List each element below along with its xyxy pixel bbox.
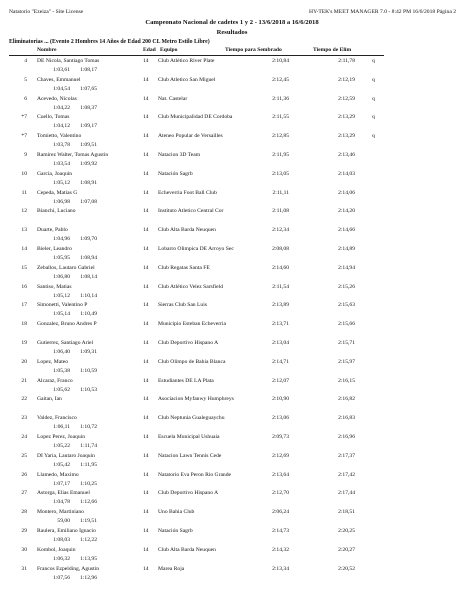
col-final-header: Tiempo de Elim bbox=[313, 47, 352, 53]
split-time-1: 1:05,62 bbox=[53, 386, 70, 393]
swimmer-name: DE Nicola, Santiago Tomas bbox=[37, 58, 100, 64]
swimmer-name: Lopez, Mateo bbox=[37, 358, 69, 365]
place-cell: 18 bbox=[21, 321, 27, 328]
table-row bbox=[0, 527, 464, 546]
swimmer-name: Gaitan, Ian bbox=[37, 396, 62, 403]
swimmer-name: Kombol, Joaquin bbox=[37, 546, 76, 553]
split-time-2: 1:08,37 bbox=[80, 104, 97, 111]
place-cell: 29 bbox=[21, 527, 27, 534]
split-time-1: 1:03,78 bbox=[53, 142, 70, 149]
swimmer-name: Llamedo, Maximo bbox=[37, 471, 79, 478]
seed-time: 2:11,55 bbox=[272, 114, 289, 121]
place-cell: 17 bbox=[21, 302, 27, 309]
final-time: 2:12,19 bbox=[338, 76, 355, 83]
swimmer-name: Chaves, Emmanuel bbox=[37, 76, 81, 83]
seed-time: 2:11,11 bbox=[272, 189, 289, 196]
split-time-2: 1:10,72 bbox=[80, 424, 97, 431]
age-cell: 14 bbox=[143, 565, 149, 572]
seed-time: 2:08,08 bbox=[272, 245, 289, 252]
table-row bbox=[0, 433, 464, 452]
split-time-2: 1:19,51 bbox=[80, 518, 97, 525]
seed-time: 2:14,73 bbox=[272, 527, 289, 534]
age-cell: 14 bbox=[143, 377, 149, 384]
split-time-1: 1:06,32 bbox=[53, 555, 70, 562]
seed-time: 2:13,05 bbox=[272, 170, 289, 177]
final-time: 2:20,52 bbox=[338, 565, 355, 572]
table-row bbox=[0, 565, 464, 584]
swimmer-name: Cepeda, Matias G bbox=[37, 189, 78, 196]
swimmer-name: Bieler, Leandro bbox=[37, 245, 72, 252]
table-row bbox=[0, 283, 464, 302]
final-time: 2:15,26 bbox=[338, 283, 355, 290]
seed-time: 2:11,08 bbox=[272, 208, 289, 215]
place-cell: 13 bbox=[21, 227, 27, 234]
table-row bbox=[0, 546, 464, 565]
swimmer-name: Francos Ezpelding, Agustin bbox=[37, 565, 99, 572]
table-row bbox=[0, 320, 464, 339]
seed-time: 2:10,90 bbox=[272, 396, 289, 403]
seed-time: 2:11,36 bbox=[272, 95, 289, 102]
age-cell: 14 bbox=[143, 95, 149, 102]
header-rule bbox=[9, 55, 384, 56]
place-cell: *7 bbox=[21, 133, 27, 140]
table-row bbox=[0, 489, 464, 508]
split-time-2: 1:08,17 bbox=[80, 67, 97, 73]
final-time: 2:15,71 bbox=[338, 339, 355, 346]
age-cell: 14 bbox=[143, 433, 149, 440]
place-cell: 24 bbox=[21, 433, 27, 440]
split-time-1: 1:06,11 bbox=[53, 424, 70, 431]
seed-time: 2:09,73 bbox=[272, 433, 289, 440]
place-cell: *7 bbox=[21, 114, 27, 121]
split-time-1: 1:03,54 bbox=[53, 160, 70, 167]
table-row bbox=[0, 508, 464, 527]
seed-time: 2:14,32 bbox=[272, 546, 289, 553]
table-row bbox=[0, 207, 464, 226]
age-cell: 14 bbox=[143, 358, 149, 365]
table-row bbox=[0, 170, 464, 189]
split-time-2: 1:09,17 bbox=[80, 123, 97, 130]
place-cell: 14 bbox=[21, 245, 27, 252]
table-row bbox=[0, 395, 464, 414]
age-cell: 14 bbox=[143, 114, 149, 121]
table-row bbox=[0, 301, 464, 320]
seed-time: 2:11,95 bbox=[272, 151, 289, 158]
table-row bbox=[0, 471, 464, 490]
team-name: Club Atlético River Plate bbox=[158, 58, 215, 64]
team-name: Natacion Lawn Tennis Cede bbox=[158, 452, 222, 459]
team-name: Estudiantes DE LA Plata bbox=[158, 377, 214, 384]
license-label: Natatorio "Ezeiza" - Site License bbox=[9, 9, 84, 15]
final-time: 2:17,37 bbox=[338, 452, 355, 459]
final-time: 2:12,59 bbox=[338, 95, 355, 102]
split-time-2: 1:08,14 bbox=[80, 273, 97, 280]
table-row bbox=[0, 377, 464, 396]
team-name: Club Olimpo de Bahia Blanca bbox=[158, 358, 226, 365]
split-time-1: 1:05,12 bbox=[53, 292, 70, 299]
event-title: Eliminatorias ... (Evento 2 Hombres 14 Años de Edad 200 CL Metro Estilo Libre) bbox=[9, 39, 210, 45]
swimmer-name: Garcia, Joaquin bbox=[37, 170, 73, 177]
seed-time: 2:13,89 bbox=[272, 302, 289, 309]
qualifier-mark: q bbox=[372, 95, 375, 102]
final-time: 2:15,97 bbox=[338, 358, 355, 365]
age-cell: 14 bbox=[143, 452, 149, 459]
swimmer-name: Alcaraz, Franco bbox=[37, 377, 73, 384]
team-name: Escuela Municipal Ushuaia bbox=[158, 433, 220, 440]
final-time: 2:15,63 bbox=[338, 302, 355, 309]
swimmer-name: Santiso, Matias bbox=[37, 283, 72, 290]
team-name: Nat. Castelar bbox=[158, 95, 188, 102]
age-cell: 14 bbox=[143, 471, 149, 478]
table-row bbox=[0, 339, 464, 358]
place-cell: 22 bbox=[21, 396, 27, 403]
split-time-2: 1:07,65 bbox=[80, 85, 97, 92]
table-row bbox=[0, 151, 464, 170]
qualifier-mark: q bbox=[372, 133, 375, 140]
team-name: Instituto Atletico Central Cor bbox=[158, 208, 224, 215]
team-name: Club Atletico San Miguel bbox=[158, 76, 216, 83]
age-cell: 14 bbox=[143, 170, 149, 177]
split-time-2: 1:09,31 bbox=[80, 348, 97, 355]
split-time-1: 1:04,54 bbox=[53, 85, 70, 92]
final-time: 2:16,96 bbox=[338, 433, 355, 440]
seed-time: 2:13,06 bbox=[272, 415, 289, 422]
split-time-1: 1:04,12 bbox=[53, 123, 70, 130]
seed-time: 2:13,34 bbox=[272, 565, 289, 572]
final-time: 2:20,25 bbox=[338, 527, 355, 534]
qualifier-mark: q bbox=[372, 76, 375, 83]
split-time-2: 1:11,95 bbox=[80, 461, 97, 468]
team-name: Uno Bahia Club bbox=[158, 509, 195, 516]
team-name: Asociacion Myfanwy Humphreys bbox=[158, 396, 234, 403]
team-name: Natacion 3D Team bbox=[158, 151, 201, 158]
split-time-1: 1:07,17 bbox=[53, 480, 70, 487]
age-cell: 14 bbox=[143, 133, 149, 140]
place-cell: 16 bbox=[21, 283, 27, 290]
split-time-1: 1:05,12 bbox=[53, 179, 70, 186]
swimmer-name: Ramirez Walter, Tomas Agustin bbox=[37, 151, 109, 158]
split-time-2: 1:10,14 bbox=[80, 292, 97, 299]
table-row bbox=[0, 226, 464, 245]
split-time-1: 1:08,03 bbox=[53, 536, 70, 543]
age-cell: 14 bbox=[143, 302, 149, 309]
swimmer-name: Gutierrez, Santiago Ariel bbox=[37, 339, 94, 346]
split-time-2: 1:08,94 bbox=[80, 254, 97, 261]
seed-time: 2:14,71 bbox=[272, 358, 289, 365]
swimmer-name: Zeballos, Lautaro Gabriel bbox=[37, 264, 95, 271]
swimmer-name: DI Yaria, Lautaro Joaquin bbox=[37, 452, 95, 459]
split-time-1: 1:05,95 bbox=[53, 254, 70, 261]
seed-time: 2:13,71 bbox=[272, 321, 289, 328]
split-time-2: 1:12,22 bbox=[80, 536, 97, 543]
age-cell: 14 bbox=[143, 339, 149, 346]
place-cell: 12 bbox=[21, 208, 27, 215]
seed-time: 2:12,07 bbox=[272, 377, 289, 384]
team-name: Club Municipalidad DE Cordoba bbox=[158, 114, 233, 121]
team-name: Club Neptunia Gualeguaychu bbox=[158, 415, 225, 422]
final-time: 2:17,42 bbox=[338, 471, 355, 478]
team-name: Natación Sagrb bbox=[158, 170, 193, 177]
final-time: 2:16,83 bbox=[338, 415, 355, 422]
place-cell: 23 bbox=[21, 415, 27, 422]
age-cell: 14 bbox=[143, 189, 149, 196]
split-time-1: 1:05,14 bbox=[53, 311, 70, 318]
place-cell: 30 bbox=[21, 546, 27, 553]
split-time-2: 1:12,66 bbox=[80, 499, 97, 506]
final-time: 2:11,78 bbox=[338, 58, 355, 64]
split-time-2: 1:09,92 bbox=[80, 160, 97, 167]
place-cell: 20 bbox=[21, 358, 27, 365]
place-cell: 11 bbox=[21, 189, 27, 196]
swimmer-name: Raulera, Emiliano Ignacio bbox=[37, 527, 96, 534]
split-time-1: 59,00 bbox=[57, 518, 70, 525]
table-row bbox=[0, 189, 464, 208]
table-row bbox=[0, 414, 464, 433]
split-time-1: 1:05,42 bbox=[53, 461, 70, 468]
split-time-2: 1:12,96 bbox=[80, 574, 97, 581]
team-name: Club Atlético Velez Sarsfield bbox=[158, 283, 223, 290]
col-seed-header: Tiempo para Sembrado bbox=[225, 47, 282, 53]
place-cell: 15 bbox=[21, 264, 27, 271]
age-cell: 14 bbox=[143, 58, 149, 64]
seed-time: 2:10,84 bbox=[272, 58, 289, 64]
seed-time: 2:06,24 bbox=[272, 509, 289, 516]
software-page-label: HY-TEK's MEET MANAGER 7.0 - 8:42 PM 16/6/2018 Página 2 bbox=[309, 9, 456, 15]
seed-time: 2:13,64 bbox=[272, 471, 289, 478]
split-time-1: 1:04,78 bbox=[53, 499, 70, 506]
final-time: 2:14,20 bbox=[338, 208, 355, 215]
swimmer-name: Duarte, Pablo bbox=[37, 227, 68, 234]
swimmer-name: Acevedo, Nicolas bbox=[37, 95, 77, 102]
swimmer-name: Cuello, Tomas bbox=[37, 114, 70, 121]
swimmer-name: Simonetti, Valentino P bbox=[37, 302, 88, 309]
place-cell: 5 bbox=[24, 76, 27, 83]
place-cell: 31 bbox=[21, 565, 27, 572]
team-name: Club Deportivo Hispano A bbox=[158, 490, 219, 497]
col-name-header: Nombre bbox=[37, 47, 57, 53]
table-row bbox=[0, 76, 464, 95]
split-time-1: 1:06,40 bbox=[53, 348, 70, 355]
split-time-1: 1:05,22 bbox=[53, 442, 70, 449]
table-row bbox=[0, 113, 464, 132]
team-name: Natatorio Eva Peron Rio Grande bbox=[158, 471, 232, 478]
place-cell: 19 bbox=[21, 339, 27, 346]
table-row bbox=[0, 57, 464, 76]
split-time-1: 1:07,56 bbox=[53, 574, 70, 581]
split-time-2: 1:07,08 bbox=[80, 198, 97, 205]
team-name: Ateneo Popular de Versailles bbox=[158, 133, 223, 140]
table-row bbox=[0, 452, 464, 471]
table-row bbox=[0, 264, 464, 283]
swimmer-name: Montero, Martiniano bbox=[37, 509, 84, 516]
place-cell: 21 bbox=[21, 377, 27, 384]
team-name: Club Alta Barda Neuquen bbox=[158, 546, 216, 553]
team-name: Club Alta Barda Neuquen bbox=[158, 227, 216, 234]
age-cell: 14 bbox=[143, 321, 149, 328]
split-time-2: 1:13,95 bbox=[80, 555, 97, 562]
place-cell: 4 bbox=[24, 58, 27, 64]
final-time: 2:15,66 bbox=[338, 321, 355, 328]
team-name: Marea Roja bbox=[158, 565, 185, 572]
age-cell: 14 bbox=[143, 264, 149, 271]
split-time-1: 1:04,22 bbox=[53, 104, 70, 111]
results-table bbox=[0, 57, 464, 583]
split-time-2: 1:11,74 bbox=[80, 442, 97, 449]
swimmer-name: Valdez, Francisco bbox=[37, 415, 77, 422]
col-team-header: Equipo bbox=[160, 47, 178, 53]
split-time-2: 1:10,49 bbox=[80, 311, 97, 318]
team-name: Natación Sagrb bbox=[158, 527, 193, 534]
table-row bbox=[0, 95, 464, 114]
age-cell: 14 bbox=[143, 76, 149, 83]
seed-time: 2:11,54 bbox=[272, 283, 289, 290]
team-name: Club Regatas Santa FE bbox=[158, 264, 210, 271]
split-time-1: 1:05,38 bbox=[53, 367, 70, 374]
swimmer-name: Astorga, Elias Emanuel bbox=[37, 490, 90, 497]
swimmer-name: Gonzalez, Bruno Andres P bbox=[37, 321, 97, 328]
team-name: Sierras Club San Luis bbox=[158, 302, 207, 309]
age-cell: 14 bbox=[143, 509, 149, 516]
qualifier-mark: q bbox=[372, 58, 375, 64]
age-cell: 14 bbox=[143, 490, 149, 497]
final-time: 2:13,29 bbox=[338, 133, 355, 140]
col-age-header: Edad bbox=[143, 47, 156, 53]
place-cell: 9 bbox=[24, 151, 27, 158]
final-time: 2:17,44 bbox=[338, 490, 355, 497]
table-row bbox=[0, 132, 464, 151]
final-time: 2:14,89 bbox=[338, 245, 355, 252]
final-time: 2:16,82 bbox=[338, 396, 355, 403]
swimmer-name: Bianchi, Luciano bbox=[37, 208, 76, 215]
place-cell: 26 bbox=[21, 471, 27, 478]
qualifier-mark: q bbox=[372, 114, 375, 121]
meet-title: Campeonato Nacional de cadetes 1 y 2 - 13/6/2018 a 16/6/2018 bbox=[145, 19, 319, 26]
seed-time: 2:12,69 bbox=[272, 452, 289, 459]
age-cell: 14 bbox=[143, 227, 149, 234]
final-time: 2:13,46 bbox=[338, 151, 355, 158]
split-time-2: 1:09,51 bbox=[80, 142, 97, 149]
seed-time: 2:12,70 bbox=[272, 490, 289, 497]
seed-time: 2:12,45 bbox=[272, 76, 289, 83]
page-header bbox=[9, 10, 456, 18]
swimmer-name: Lopez Perez, Joaquin bbox=[37, 433, 85, 440]
age-cell: 14 bbox=[143, 208, 149, 215]
split-time-2: 1:10,53 bbox=[80, 386, 97, 393]
final-time: 2:14,03 bbox=[338, 170, 355, 177]
team-name: Municipio Esteban Echeverria bbox=[158, 321, 227, 328]
seed-time: 2:12,34 bbox=[272, 227, 289, 234]
place-cell: 27 bbox=[21, 490, 27, 497]
age-cell: 14 bbox=[143, 245, 149, 252]
final-time: 2:13,29 bbox=[338, 114, 355, 121]
split-time-2: 1:10,25 bbox=[80, 480, 97, 487]
final-time: 2:16,15 bbox=[338, 377, 355, 384]
split-time-1: 1:03,61 bbox=[53, 67, 70, 73]
final-time: 2:18,51 bbox=[338, 509, 355, 516]
table-row bbox=[0, 358, 464, 377]
place-cell: 25 bbox=[21, 452, 27, 459]
age-cell: 14 bbox=[143, 546, 149, 553]
split-time-1: 1:04,96 bbox=[53, 236, 70, 243]
split-time-2: 1:10,59 bbox=[80, 367, 97, 374]
swimmer-name: Tomietto, Valentino bbox=[37, 133, 82, 140]
split-time-2: 1:09,70 bbox=[80, 236, 97, 243]
split-time-1: 1:06,80 bbox=[53, 273, 70, 280]
place-cell: 6 bbox=[24, 95, 27, 102]
final-time: 2:14,66 bbox=[338, 227, 355, 234]
age-cell: 14 bbox=[143, 283, 149, 290]
final-time: 2:14,06 bbox=[338, 189, 355, 196]
final-time: 2:20,27 bbox=[338, 546, 355, 553]
split-time-2: 1:08,91 bbox=[80, 179, 97, 186]
final-time: 2:14,94 bbox=[338, 264, 355, 271]
team-name: Echeverria Foot Ball Club bbox=[158, 189, 217, 196]
section-title: Resultados bbox=[216, 29, 248, 36]
age-cell: 14 bbox=[143, 151, 149, 158]
place-cell: 10 bbox=[21, 170, 27, 177]
seed-time: 2:14,60 bbox=[272, 264, 289, 271]
team-name: Club Deportivo Hispano A bbox=[158, 339, 219, 346]
split-time-1: 1:06,98 bbox=[53, 198, 70, 205]
table-row bbox=[0, 245, 464, 264]
place-cell: 28 bbox=[21, 509, 27, 516]
age-cell: 14 bbox=[143, 415, 149, 422]
seed-time: 2:13,04 bbox=[272, 339, 289, 346]
seed-time: 2:12,85 bbox=[272, 133, 289, 140]
age-cell: 14 bbox=[143, 396, 149, 403]
age-cell: 14 bbox=[143, 527, 149, 534]
team-name: Lobarro Olimpica DE Arroyo Sec bbox=[158, 245, 234, 252]
